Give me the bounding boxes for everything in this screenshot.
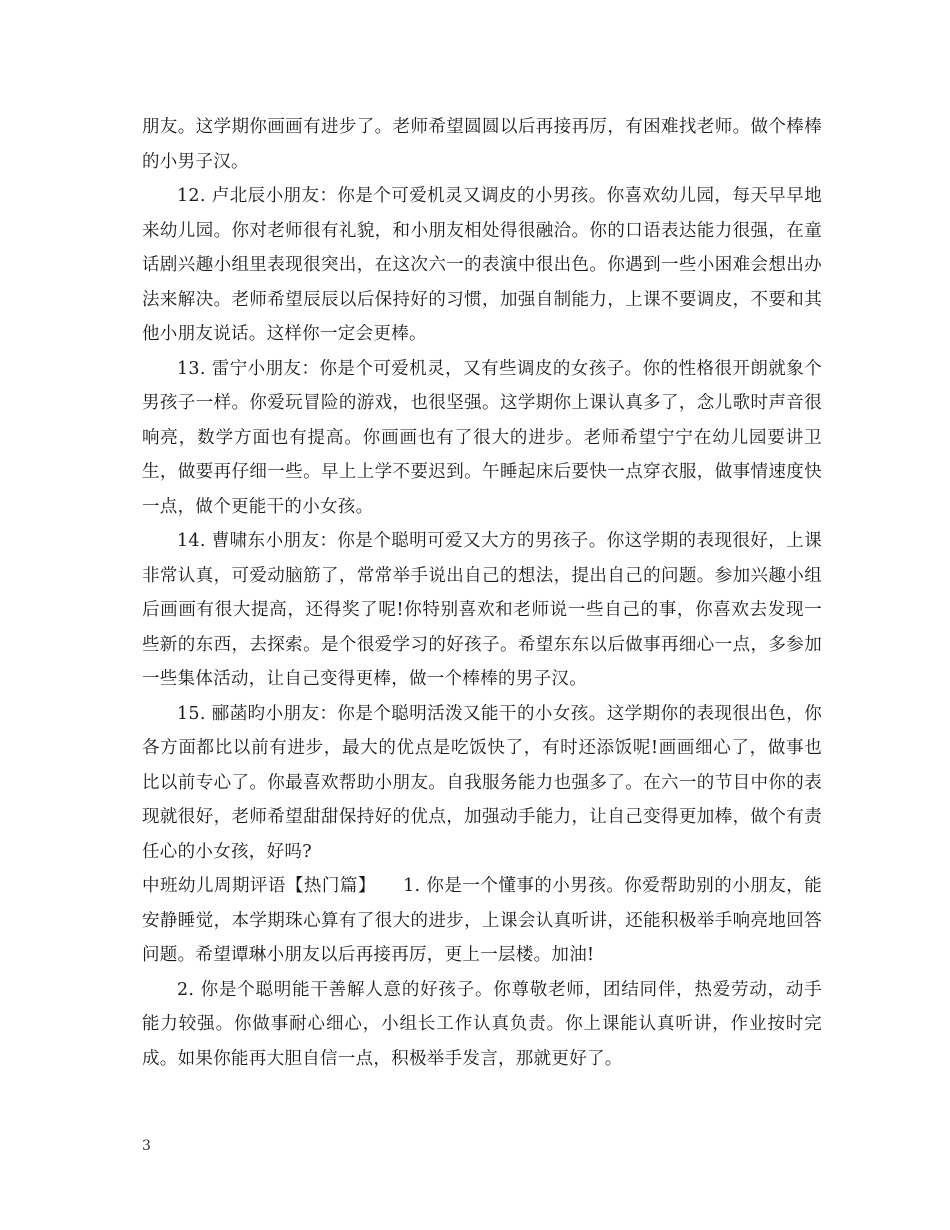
paragraph-item-12: 12. 卢北辰小朋友：你是个可爱机灵又调皮的小男孩。你喜欢幼儿园，每天早早地来幼儿园。你对老师很有礼貌，和小朋友相处得很融洽。你的口语表达能力很强，在童话剧兴趣小组里表现很突出，在这次六一的表演中很出色。你遇到一些小困难会想出办法来解决。老师希望辰辰以后保持好的习惯，加强自制能力，上课不要调皮，不要和其他小朋友说话。这样你一定会更棒。 — [142, 186, 822, 344]
paragraph-item-14: 14. 曹啸东小朋友：你是个聪明可爱又大方的男孩子。你这学期的表现很好，上课非常认真，可爱动脑筋了，常常举手说出自己的想法，提出自己的问题。参加兴趣小组后画画有很大提高，还得奖了呢!你特别喜欢和老师说一些自己的事，你喜欢去发现一些新的东西，去探索。是个很爱学习的好孩子。希望东东以后做事再细心一点，多参加一些集体活动，让自己变得更棒，做一个棒棒的男子汉。 — [142, 531, 822, 689]
section-heading-paragraph: 中班幼儿周期评语【热门篇】 1. 你是一个懂事的小男孩。你爱帮助别的小朋友，能安静睡觉，本学期珠心算有了很大的进步，上课会认真听讲，还能积极举手响亮地回答问题。希望谭琳小朋友以后再接再厉，更上一层楼。加油! — [142, 876, 822, 965]
paragraph-item-15: 15. 郦菡昀小朋友：你是个聪明活泼又能干的小女孩。这学期你的表现很出色，你各方面都比以前有进步，最大的优点是吃饭快了，有时还添饭呢!画画细心了，做事也比以前专心了。你最喜欢帮助小朋友。自我服务能力也强多了。在六一的节目中你的表现就很好，老师希望甜甜保持好的优点，加强动手能力，让自己变得更加棒，做个有责任心的小女孩，好吗? — [142, 703, 822, 862]
document-body — [142, 110, 822, 1076]
page-number: 3 — [142, 1138, 151, 1154]
paragraph-continuation: 朋友。这学期你画画有进步了。老师希望圆圆以后再接再厉，有困难找老师。做个棒棒的小男子汉。 — [142, 117, 822, 172]
paragraph-item-13: 13. 雷宁小朋友：你是个可爱机灵，又有些调皮的女孩子。你的性格很开朗就象个男孩子一样。你爱玩冒险的游戏，也很坚强。这学期你上课认真多了，念儿歌时声音很响亮，数学方面也有提高。你画画也有了很大的进步。老师希望宁宁在幼儿园要讲卫生，做要再仔细一些。早上上学不要迟到。午睡起床后要快一点穿衣服，做事情速度快一点，做个更能干的小女孩。 — [142, 358, 822, 517]
paragraph-item-2: 2. 你是个聪明能干善解人意的好孩子。你尊敬老师，团结同伴，热爱劳动，动手能力较强。你做事耐心细心，小组长工作认真负责。你上课能认真听讲，作业按时完成。如果你能再大胆自信一点，积极举手发言，那就更好了。 — [142, 979, 822, 1069]
